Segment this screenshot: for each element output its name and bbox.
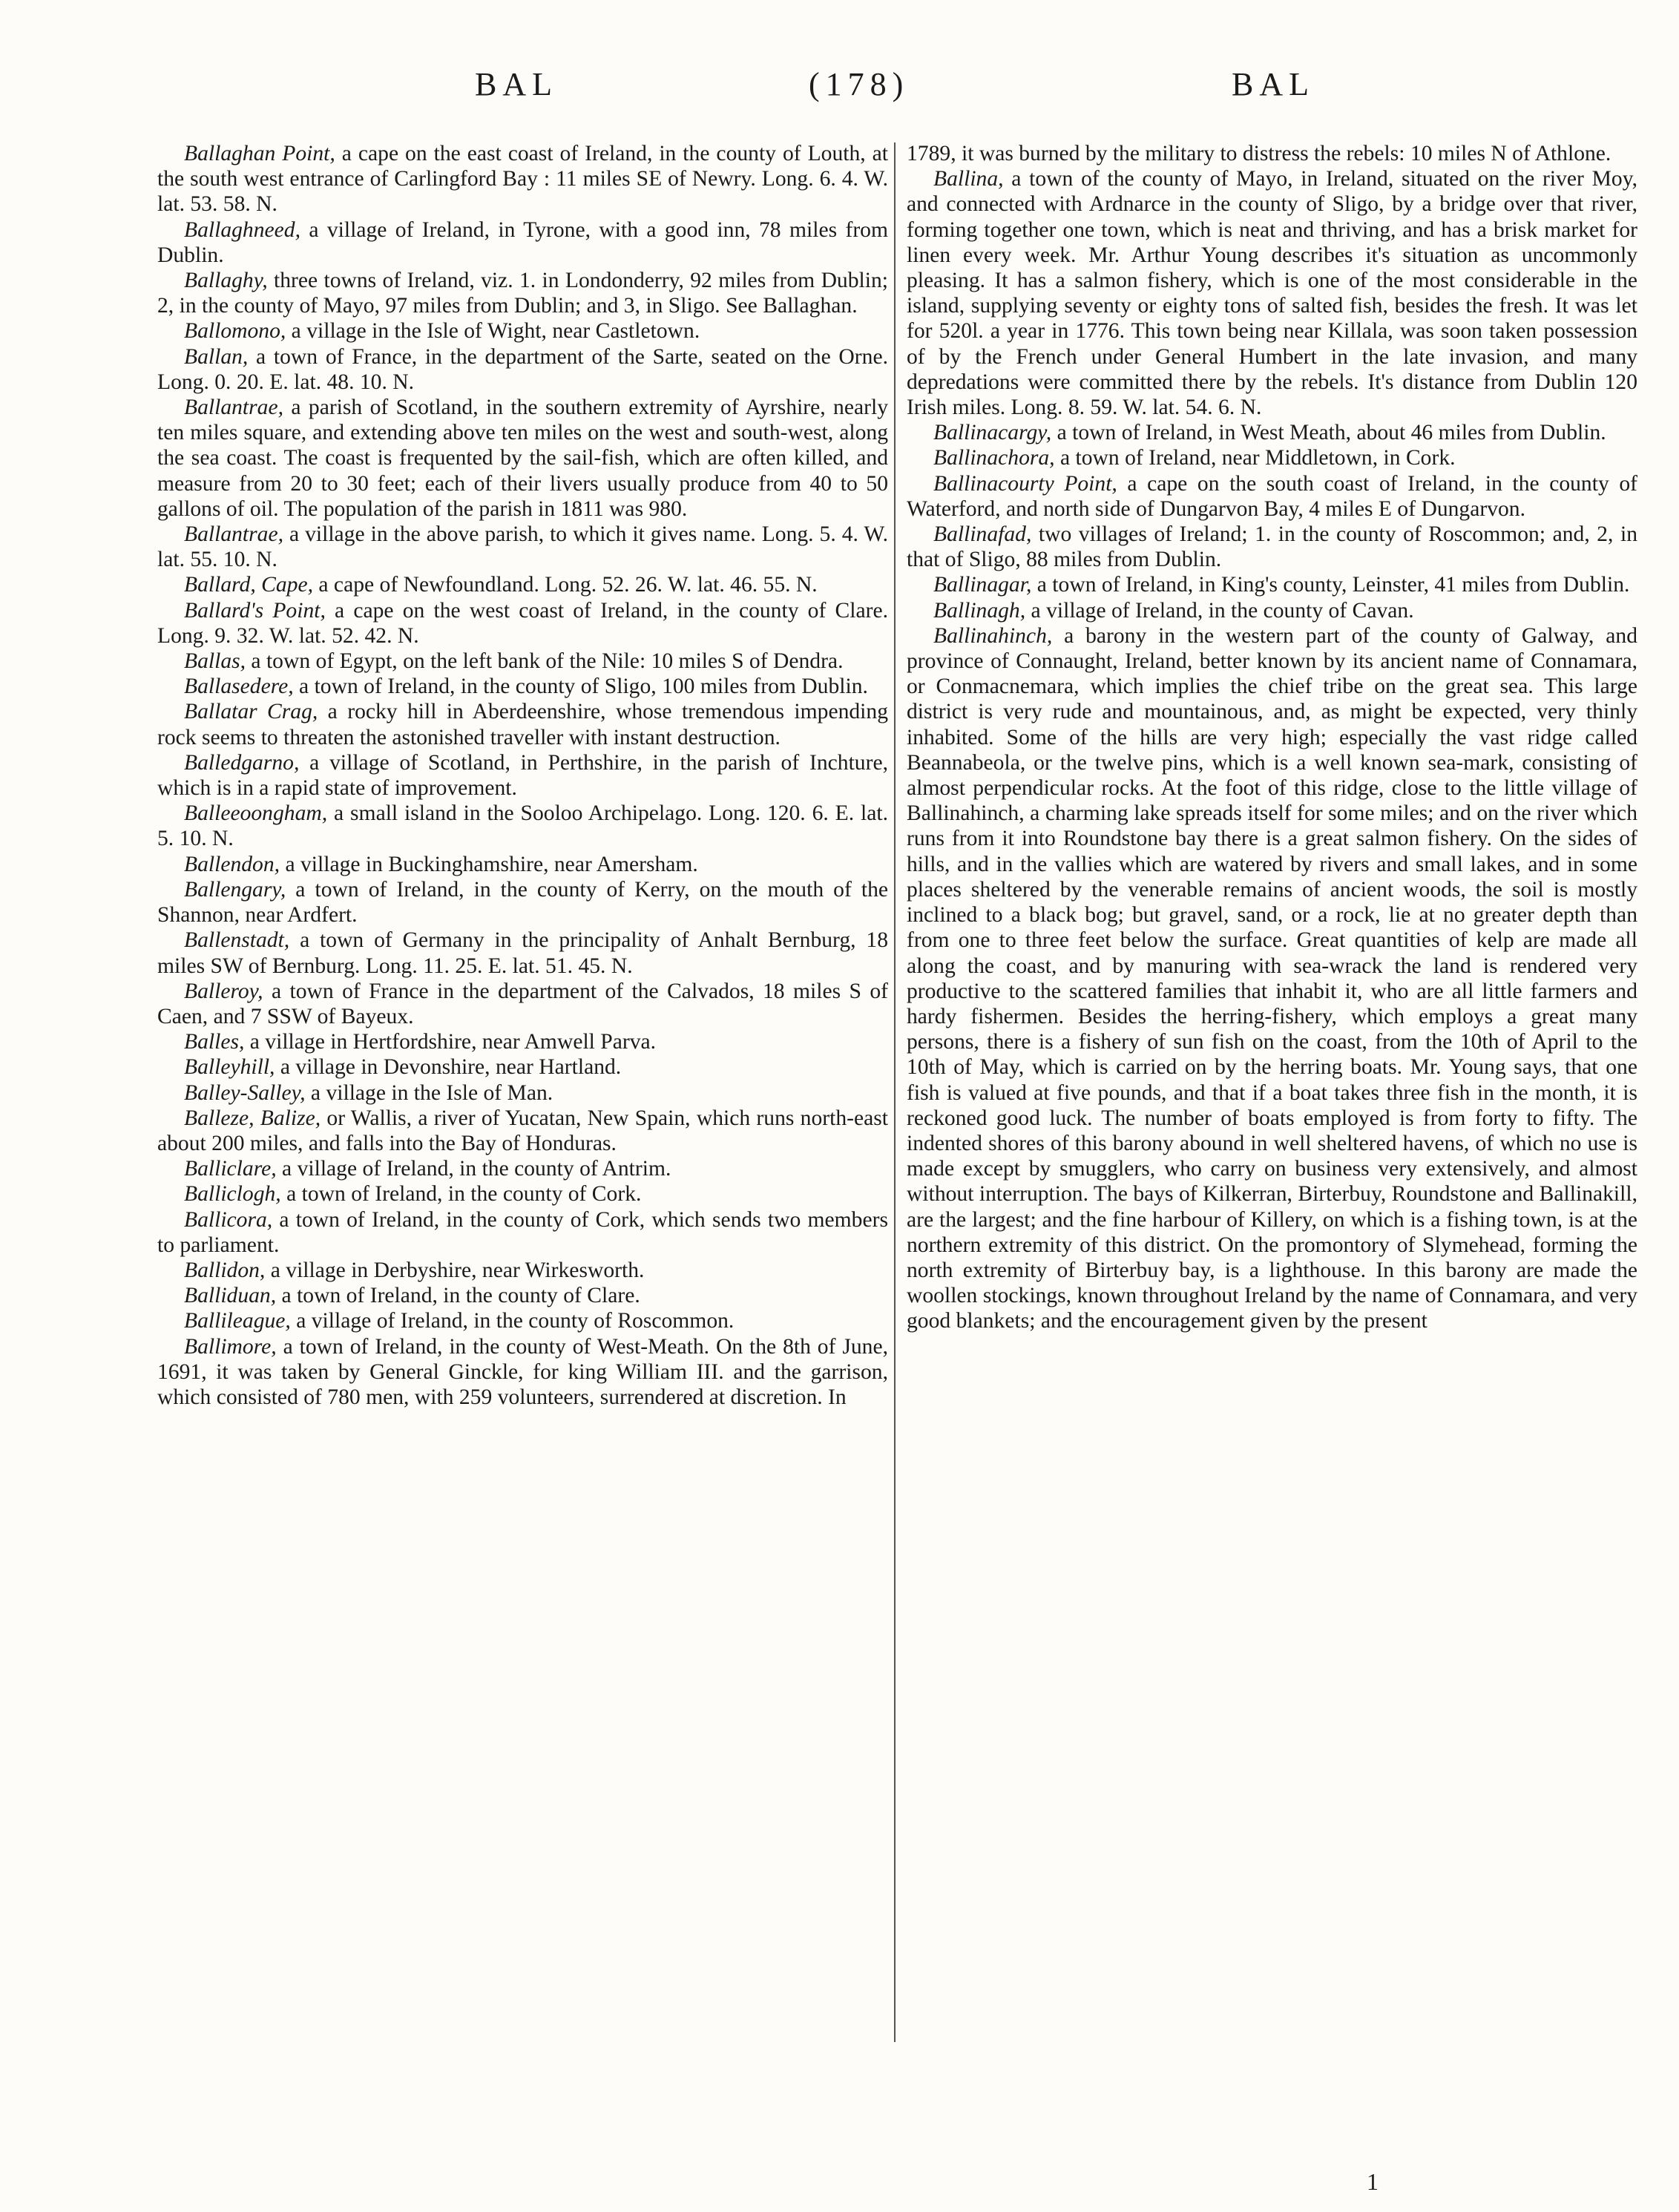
entry-headword: Ballicora, <box>184 1207 273 1232</box>
entry-headword: Balleyhill, <box>184 1055 275 1080</box>
entry-text: a cape on the south coast of Ireland, in the county of Waterford, and north side of Dungarvon Bay, 4 miles E of Dungarvon. <box>907 471 1637 521</box>
entry-headword: Ballard, Cape, <box>184 573 313 597</box>
running-header <box>0 65 1679 117</box>
left-column <box>157 141 888 1410</box>
gazetteer-entry <box>907 598 1637 623</box>
entry-text: a parish of Scotland, in the southern extremity of Ayrshire, nearly ten miles square, and extending above ten miles on the west and south-west, along the sea coast. The coast is frequented by the sail-fish, which are often killed, and measure from 20 to 30 feet; each of their livers usually produce from 40 to 50 gallons of oil. The population of the parish in 1811 was 980. <box>157 396 888 521</box>
entry-headword: Balleroy, <box>184 979 263 1003</box>
gazetteer-entry <box>157 1080 888 1106</box>
entry-headword: Balleze, Balize, <box>184 1106 321 1130</box>
gazetteer-entry <box>907 420 1637 445</box>
gazetteer-entry <box>157 522 888 572</box>
gazetteer-entry <box>157 395 888 522</box>
gazetteer-entry <box>157 1258 888 1283</box>
gazetteer-entry <box>157 674 888 699</box>
right-column <box>907 141 1637 1334</box>
entry-headword: Ballengary, <box>184 877 286 902</box>
entry-text: a small island in the Sooloo Archipelago. Long. 120. 6. E. lat. 5. 10. N. <box>157 801 888 851</box>
entry-text: a town of Ireland, in the county of Kerry, on the mouth of the Shannon, near Ardfert. <box>157 877 888 928</box>
gazetteer-entry <box>907 166 1637 420</box>
entry-headword: Ballasedere, <box>184 675 294 699</box>
entry-headword: Balliclare, <box>184 1157 277 1181</box>
gazetteer-entry <box>157 852 888 877</box>
gazetteer-entry <box>907 471 1637 522</box>
gazetteer-entry <box>157 699 888 749</box>
header-right: BAL <box>1232 66 1315 102</box>
entry-text: 1789, it was burned by the military to distress the rebels: 10 miles N of Athlone. <box>907 142 1611 165</box>
entry-headword: Ballantrae, <box>184 522 283 547</box>
gazetteer-entry <box>907 141 1637 166</box>
entry-text: a rocky hill in Aberdeenshire, whose tremendous impending rock seems to threaten the astonished traveller with instant destruction. <box>157 700 888 749</box>
entry-text: a town of France in the department of the Calvados, 18 miles S of Caen, and 7 SSW of Bayeux. <box>157 979 888 1028</box>
gazetteer-entry <box>157 649 888 674</box>
entry-text: a town of Ireland, in the county of Cork, which sends two members to parliament. <box>157 1207 888 1257</box>
gazetteer-entry <box>157 928 888 978</box>
gazetteer-entry <box>157 1283 888 1308</box>
entry-headword: Ballan, <box>184 344 249 369</box>
entry-headword: Balleeoongham, <box>184 801 328 826</box>
entry-text: two villages of Ireland; 1. in the county of Roscommon; and, 2, in that of Sligo, 88 miles from Dublin. <box>907 522 1637 572</box>
entry-text: a village in Buckinghamshire, near Amersham. <box>280 852 698 876</box>
entry-headword: Ballina, <box>933 167 1004 191</box>
entry-headword: Ballileague, <box>184 1309 291 1333</box>
gazetteer-entry <box>157 572 888 597</box>
entry-headword: Balliduan, <box>184 1284 277 1308</box>
entry-headword: Ballaghan Point, <box>184 142 335 165</box>
entry-headword: Balliclogh, <box>184 1182 281 1207</box>
entry-headword: Ballas, <box>184 649 246 674</box>
entry-text: a village in the Isle of Man. <box>305 1080 553 1105</box>
entry-text: or Wallis, a river of Yucatan, New Spain, which runs north-east about 200 miles, and falls into the Bay of Honduras. <box>157 1106 888 1155</box>
entry-headword: Ballinachora, <box>933 446 1055 470</box>
entry-headword: Ballinacargy, <box>933 421 1052 445</box>
entry-text: a town of Ireland, near Middletown, in Cork. <box>1054 446 1456 470</box>
entry-headword: Ballinahinch, <box>933 623 1053 648</box>
entry-headword: Ballard's Point, <box>184 598 326 623</box>
gazetteer-entry <box>907 522 1637 572</box>
entry-headword: Ballinacourty Point, <box>933 471 1117 496</box>
gazetteer-entry <box>157 1106 888 1156</box>
gazetteer-entry <box>157 979 888 1029</box>
entry-headword: Balledgarno, <box>184 750 300 775</box>
entry-text: a town of France, in the department of the Sarte, seated on the Orne. Long. 0. 20. E. lat. 48. 10. N. <box>157 344 888 394</box>
gazetteer-entry <box>157 1156 888 1181</box>
signature-mark: 1 <box>1367 2168 1379 2195</box>
gazetteer-entry <box>157 318 888 344</box>
entry-text: a town of Ireland, in West Meath, about 46 miles from Dublin. <box>1051 421 1606 445</box>
entry-headword: Ballantrae, <box>184 396 283 420</box>
entry-text: a town of Germany in the principality of Anhalt Bernburg, 18 miles SW of Bernburg. Long. 11. 25. E. lat. 51. 45. N. <box>157 928 888 978</box>
entry-headword: Balles, <box>184 1030 245 1054</box>
entry-text: a village in Devonshire, near Hartland. <box>275 1055 622 1080</box>
entry-text: a cape on the east coast of Ireland, in the county of Louth, at the south west entrance of Carlingford Bay : 11 miles SE of Newry. Long. 6. 4. W. lat. 53. 58. N. <box>157 142 889 217</box>
entry-text: a village in the Isle of Wight, near Castletown. <box>286 319 700 344</box>
gazetteer-entry <box>157 1029 888 1054</box>
entry-headword: Ballenstadt, <box>184 928 290 953</box>
entry-text: a town of Ireland, in King's county, Leinster, 41 miles from Dublin. <box>1031 573 1630 597</box>
gazetteer-entry <box>907 623 1637 1334</box>
entry-headword: Balley-Salley, <box>184 1080 306 1105</box>
entry-headword: Ballomono, <box>184 319 286 344</box>
entry-text: a village in Derbyshire, near Wirkesworth. <box>265 1258 645 1282</box>
entry-text: a town of Ireland, in the county of Clare. <box>276 1284 640 1308</box>
entry-text: a town of Ireland, in the county of Cork. <box>280 1182 642 1207</box>
entry-text: a town of Egypt, on the left bank of the Nile: 10 miles S of Dendra. <box>246 649 844 674</box>
entry-headword: Ballendon, <box>184 852 280 876</box>
entry-headword: Ballaghy, <box>184 269 268 293</box>
gazetteer-entry <box>157 801 888 851</box>
header-left: BAL <box>475 66 558 102</box>
column-divider <box>894 142 896 2042</box>
entry-text: a village of Ireland, in the county of Cavan. <box>1025 598 1414 623</box>
gazetteer-entry <box>157 1181 888 1207</box>
entry-headword: Ballinagar, <box>933 573 1032 597</box>
gazetteer-entry <box>907 445 1637 470</box>
entry-text: a village of Ireland, in the county of Antrim. <box>276 1157 671 1181</box>
entry-text: a town of Ireland, in the county of Sligo, 100 miles from Dublin. <box>293 675 868 699</box>
gazetteer-entry <box>157 344 888 395</box>
entry-text: a village in Hertfordshire, near Amwell Parva. <box>244 1030 657 1054</box>
entry-text: three towns of Ireland, viz. 1. in Londonderry, 92 miles from Dublin; 2, in the county of Mayo, 97 miles from Dublin; and 3, in Sligo. See Ballaghan. <box>157 269 888 318</box>
gazetteer-entry <box>157 750 888 801</box>
entry-headword: Ballinagh, <box>933 598 1026 623</box>
entry-text: a village of Scotland, in Perthshire, in the parish of Inchture, which is in a rapid state of improvement. <box>157 750 888 801</box>
gazetteer-entry <box>907 572 1637 597</box>
gazetteer-entry <box>157 268 888 318</box>
gazetteer-entry <box>157 1334 888 1411</box>
entry-text: a village of Ireland, in Tyrone, with a good inn, 78 miles from Dublin. <box>157 217 888 267</box>
entry-text: a cape of Newfoundland. Long. 52. 26. W. lat. 46. 55. N. <box>313 573 818 597</box>
entry-text: a cape on the west coast of Ireland, in the county of Clare. Long. 9. 32. W. lat. 52. 42. N. <box>157 598 888 648</box>
entry-headword: Ballidon, <box>184 1258 266 1282</box>
gazetteer-entry <box>157 598 888 649</box>
gazetteer-entry <box>157 1207 888 1258</box>
entry-headword: Ballatar Crag, <box>184 700 318 724</box>
entry-headword: Ballaghneed, <box>184 217 300 242</box>
entry-text: a village in the above parish, to which it gives name. Long. 5. 4. W. lat. 55. 10. N. <box>157 522 888 572</box>
gazetteer-entry <box>157 217 888 268</box>
entry-text: a town of Ireland, in the county of West-Meath. On the 8th of June, 1691, it was taken by General Ginckle, for king William III. and the garrison, which consisted of 780 men, with 259 volunteers, surrendered at discretion. In <box>157 1334 888 1409</box>
entry-headword: Ballinafad, <box>933 522 1032 547</box>
entry-headword: Ballimore, <box>184 1334 277 1359</box>
page-number: (178) <box>809 66 910 102</box>
entry-text: a barony in the western part of the county of Galway, and province of Connaught, Ireland, better known by its ancient name of Connamara, or Conmacnemara, which implies the chief tribe on the great sea. This large district is very rude and mountainous, and, as might be expected, very thinly inhabited. Some of the hills are very high; especially the vast ridge called Beannabeola, or the twelve pins, which is a well known sea-mark, consisting of almost perpendicular rocks. At the foot of this ridge, close to the little village of Ballinahinch, a charming lake spreads itself for some miles; and on the river which runs from it into Roundstone bay there is a great salmon fishery. On the sides of hills, and in the vallies which are watered by rivers and small lakes, and in some places sheltered by the venerable remains of ancient woods, the soil is mostly inclined to a black bog; but gravel, sand, or a rock, lie at no greater depth than from one to three feet below the surface. Great quantities of kelp are made all along the coast, and by manuring with sea-wrack the land is rendered very productive to the scattered families that inhabit it, who are all little farmers and hardy fishermen. Besides the herring-fishery, which employs a great many persons, there is a fishery of sun fish on the coast, from the 10th of April to the 10th of May, which is carried on by the herring boats. Mr. Young says, that one fish is valued at five pounds, and that if a boat takes three fish in the month, it is reckoned good luck. The number of boats employed is from forty to fifty. The indented shores of this barony abound in well sheltered havens, of which no use is made except by smugglers, who carry on business very extensively, and almost without interruption. The bays of Kilkerran, Birterbuy, Roundstone and Ballinakill, are the largest; and the fine harbour of Killery, on which is a fishing town, is at the northern extremity of this district. On the promontory of Slymehead, forming the north extremity of Birterbuy bay, is a lighthouse. In this barony are made the woollen stockings, known throughout Ireland by the name of Connamara, and very good blankets; and the encouragement given by the present <box>907 623 1637 1333</box>
entry-text: a town of the county of Mayo, in Ireland, situated on the river Moy, and connected with Ardnarce in the county of Sligo, by a bridge over that river, forming together one town, which is neat and thriving, and has a brisk market for linen every week. Mr. Arthur Young describes it's situation as uncommonly pleasing. It has a salmon fishery, which is one of the most considerable in the island, supplying seventy or eighty tons of salted fish, besides the fresh. It was let for 520l. a year in 1776. This town being near Killala, was soon taken possession of by the French under General Humbert in the late invasion, and many depredations were committed there by the rebels. It's distance from Dublin 120 Irish miles. Long. 8. 59. W. lat. 54. 6. N. <box>907 167 1637 420</box>
gazetteer-entry <box>157 141 888 217</box>
gazetteer-entry <box>157 877 888 928</box>
gazetteer-entry <box>157 1308 888 1333</box>
gazetteer-entry <box>157 1054 888 1080</box>
entry-text: a village of Ireland, in the county of Roscommon. <box>290 1309 735 1333</box>
